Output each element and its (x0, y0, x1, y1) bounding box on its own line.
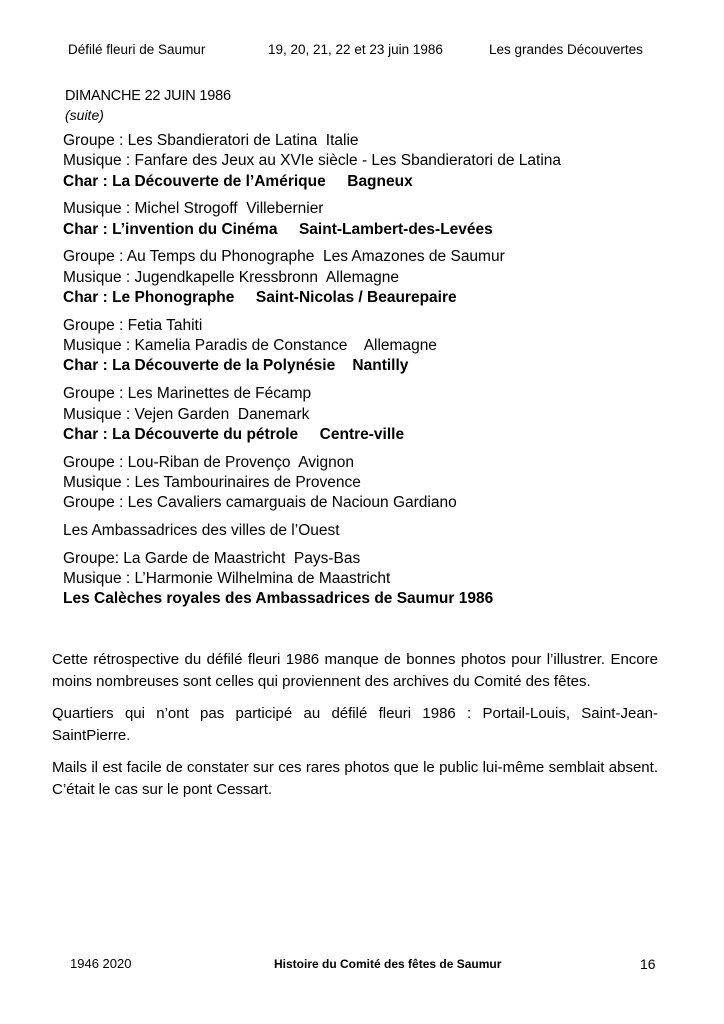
program-line: Musique : Kamelia Paradis de Constance Allemagne (63, 337, 437, 355)
float-line: Les Calèches royales des Ambassadrices de Saumur 1986 (63, 590, 494, 608)
commentary (52, 649, 658, 811)
page-number: 16 (640, 956, 656, 972)
program-line: Groupe : Les Sbandieratori de Latina Italie (63, 132, 359, 149)
program-line: Les Ambassadrices des villes de l’Ouest (63, 522, 340, 540)
day-heading: DIMANCHE 22 JUIN 1986 (65, 88, 231, 104)
program-line: Groupe: La Garde de Maastricht Pays-Bas (63, 549, 361, 567)
program-block (63, 549, 683, 610)
program-line: Groupe : Lou-Riban de Provenço Avignon (63, 453, 354, 471)
program-line: Groupe : Au Temps du Phonographe Les Amazones de Saumur (63, 248, 505, 266)
commentary-paragraph: Cette rétrospective du défilé fleuri 1986 manque de bonnes photos pour l’illustrer. Encore moins nombreuses sont celles qui proviennent des archives du Comité des fêtes. (52, 651, 658, 690)
program-line: Musique : Jugendkapelle Kressbronn Allemagne (63, 268, 400, 286)
float-line: Char : La Découverte de la Polynésie Nantilly (63, 357, 409, 375)
program-block (63, 131, 683, 192)
program-block (63, 199, 683, 240)
float-line: Char : Le Phonographe Saint-Nicolas / Beaurepaire (63, 289, 457, 307)
program-block (63, 521, 683, 541)
program-line: Groupe : Fetia Tahiti (63, 316, 203, 334)
float-line: Char : L’invention du Cinéma Saint-Lambert-des-Levées (63, 220, 493, 238)
program-block (63, 384, 683, 445)
program-line: Musique : L’Harmonie Wilhelmina de Maastricht (63, 570, 391, 588)
program-line: Musique : Michel Strogoff Villebernier (63, 200, 324, 218)
footer-years: 1946 2020 (70, 956, 132, 971)
header-dates: 19, 20, 21, 22 et 23 juin 1986 (268, 42, 443, 57)
program-block (63, 247, 683, 308)
header-event-title: Défilé fleuri de Saumur (68, 42, 206, 57)
program-line: Musique : Vejen Garden Danemark (63, 405, 310, 423)
program-block (63, 316, 683, 377)
program-line: Groupe : Les Cavaliers camarguais de Nacioun Gardiano (63, 494, 457, 512)
parade-program (63, 131, 683, 617)
commentary-paragraph: Mails il est facile de constater sur ces rares photos que le public lui-même semblait absent. C’était le cas sur le pont Cessart. (52, 759, 658, 798)
program-line: Groupe : Les Marinettes de Fécamp (63, 385, 312, 403)
day-subheading: (suite) (65, 107, 104, 123)
page-header (0, 42, 724, 62)
page-footer (0, 956, 724, 976)
header-theme: Les grandes Découvertes (489, 42, 643, 57)
commentary-paragraph: Quartiers qui n’ont pas participé au défilé fleuri 1986 : Portail-Louis, Saint-Jean-SaintPierre. (52, 705, 658, 744)
float-line: Char : La Découverte du pétrole Centre-ville (63, 425, 405, 443)
footer-book-title: Histoire du Comité des fêtes de Saumur (274, 957, 502, 971)
program-line: Musique : Les Tambourinaires de Provence (63, 473, 361, 491)
float-line: Char : La Découverte de l’Amérique Bagneux (63, 172, 413, 190)
program-block (63, 453, 683, 514)
program-line: Musique : Fanfare des Jeux au XVIe siècle - Les Sbandieratori de Latina (63, 152, 562, 170)
